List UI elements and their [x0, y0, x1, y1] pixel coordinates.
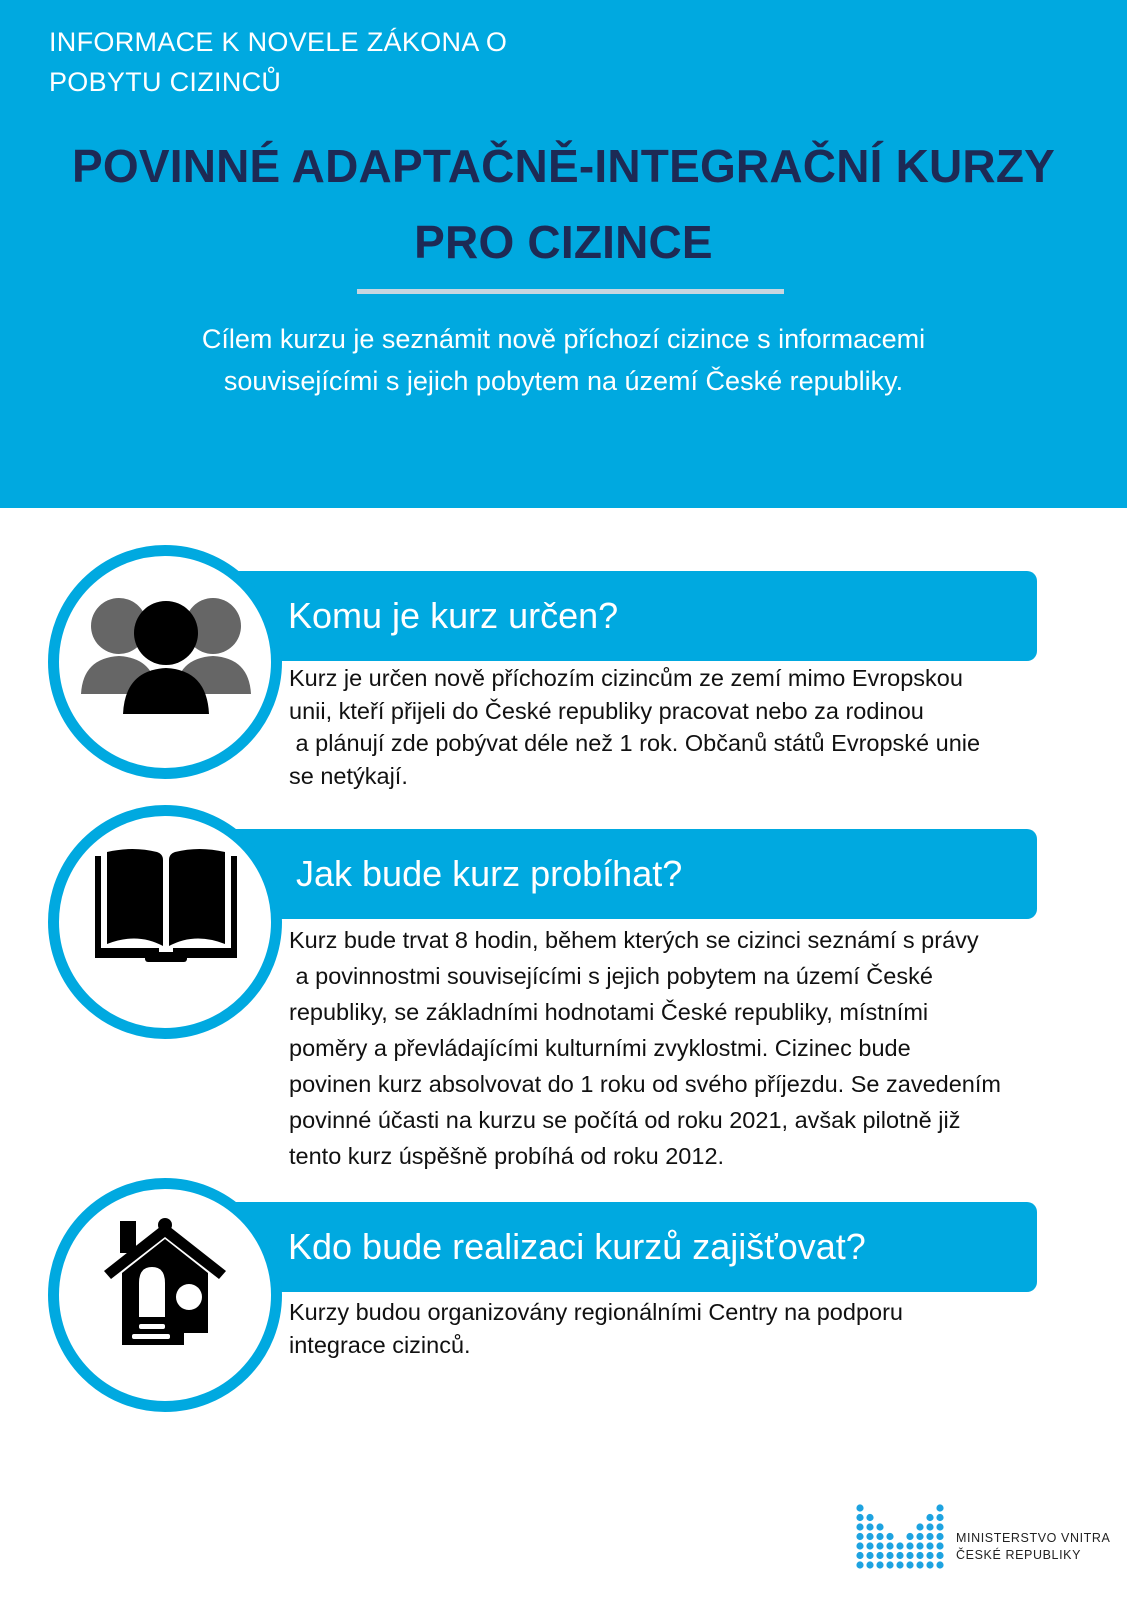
body-line: povinen kurz absolvovat do 1 roku od svého příjezdu. Se zavedením: [289, 1071, 1001, 1097]
page-title: [0, 128, 1127, 280]
people-group-icon: [81, 586, 251, 716]
section-body: [289, 922, 1049, 1174]
header-banner: [0, 0, 1127, 508]
body-line: unii, kteří přijeli do České republiky pracovat nebo za rodinou: [289, 697, 924, 724]
section-body: [289, 1296, 1049, 1362]
section-heading-bar: [230, 1202, 1037, 1292]
icon-circle: [48, 1178, 282, 1412]
title-divider: [357, 289, 784, 294]
body-line: integrace cizinců.: [289, 1332, 471, 1358]
body-line: se netýkají.: [289, 762, 408, 789]
lead-line-2: souvisejícími s jejich pobytem na území České republiky.: [223, 366, 904, 396]
section-heading: Komu je kurz určen?: [288, 595, 619, 636]
section-heading: Kdo bude realizaci kurzů zajišťovat?: [288, 1226, 866, 1267]
header-kicker: INFORMACE K NOVELE ZÁKONA O POBYTU CIZINCŮ: [49, 27, 508, 97]
page-title-line-1: POVINNÉ ADAPTAČNĚ-INTEGRAČNÍ KURZY: [71, 140, 1056, 192]
ministry-name: [956, 1530, 1110, 1564]
open-book-icon: [93, 846, 239, 968]
body-line: tento kurz úspěšně probíhá od roku 2012.: [289, 1143, 725, 1169]
ministry-name-line-2: ČESKÉ REPUBLIKY: [956, 1548, 1082, 1562]
body-line: Kurz bude trvat 8 hodin, během kterých se cizinci seznámí s právy: [289, 927, 979, 953]
section-body: [289, 662, 1049, 792]
ministry-name-line-1: MINISTERSTVO VNITRA: [956, 1531, 1111, 1545]
ministry-logo-icon: [855, 1500, 945, 1570]
body-line: a povinnostmi souvisejícími s jejich pobytem na území České: [289, 963, 933, 989]
section-heading-bar: [230, 829, 1037, 919]
page-title-line-2: PRO CIZINCE: [414, 216, 713, 268]
section-heading-bar: [230, 571, 1037, 661]
lead-line-1: Cílem kurzu je seznámit nově příchozí cizince s informacemi: [201, 324, 926, 354]
body-line: poměry a převládajícími kulturními zvyklostmi. Cizinec bude: [289, 1035, 911, 1061]
body-line: povinné účasti na kurzu se počítá od roku 2021, avšak pilotně již: [289, 1107, 961, 1133]
icon-circle: [48, 545, 282, 779]
section-heading: Jak bude kurz probíhat?: [296, 853, 683, 894]
icon-circle: [48, 805, 282, 1039]
lead-paragraph: [0, 318, 1127, 402]
body-line: Kurzy budou organizovány regionálními Centry na podporu: [289, 1299, 903, 1325]
body-line: a plánují zde pobývat déle než 1 rok. Občanů států Evropské unie: [289, 730, 981, 756]
house-icon: [94, 1213, 236, 1348]
body-line: Kurz je určen nově příchozím cizincům ze zemí mimo Evropskou: [289, 665, 963, 691]
body-line: republiky, se základními hodnotami České republiky, místními: [289, 999, 929, 1025]
